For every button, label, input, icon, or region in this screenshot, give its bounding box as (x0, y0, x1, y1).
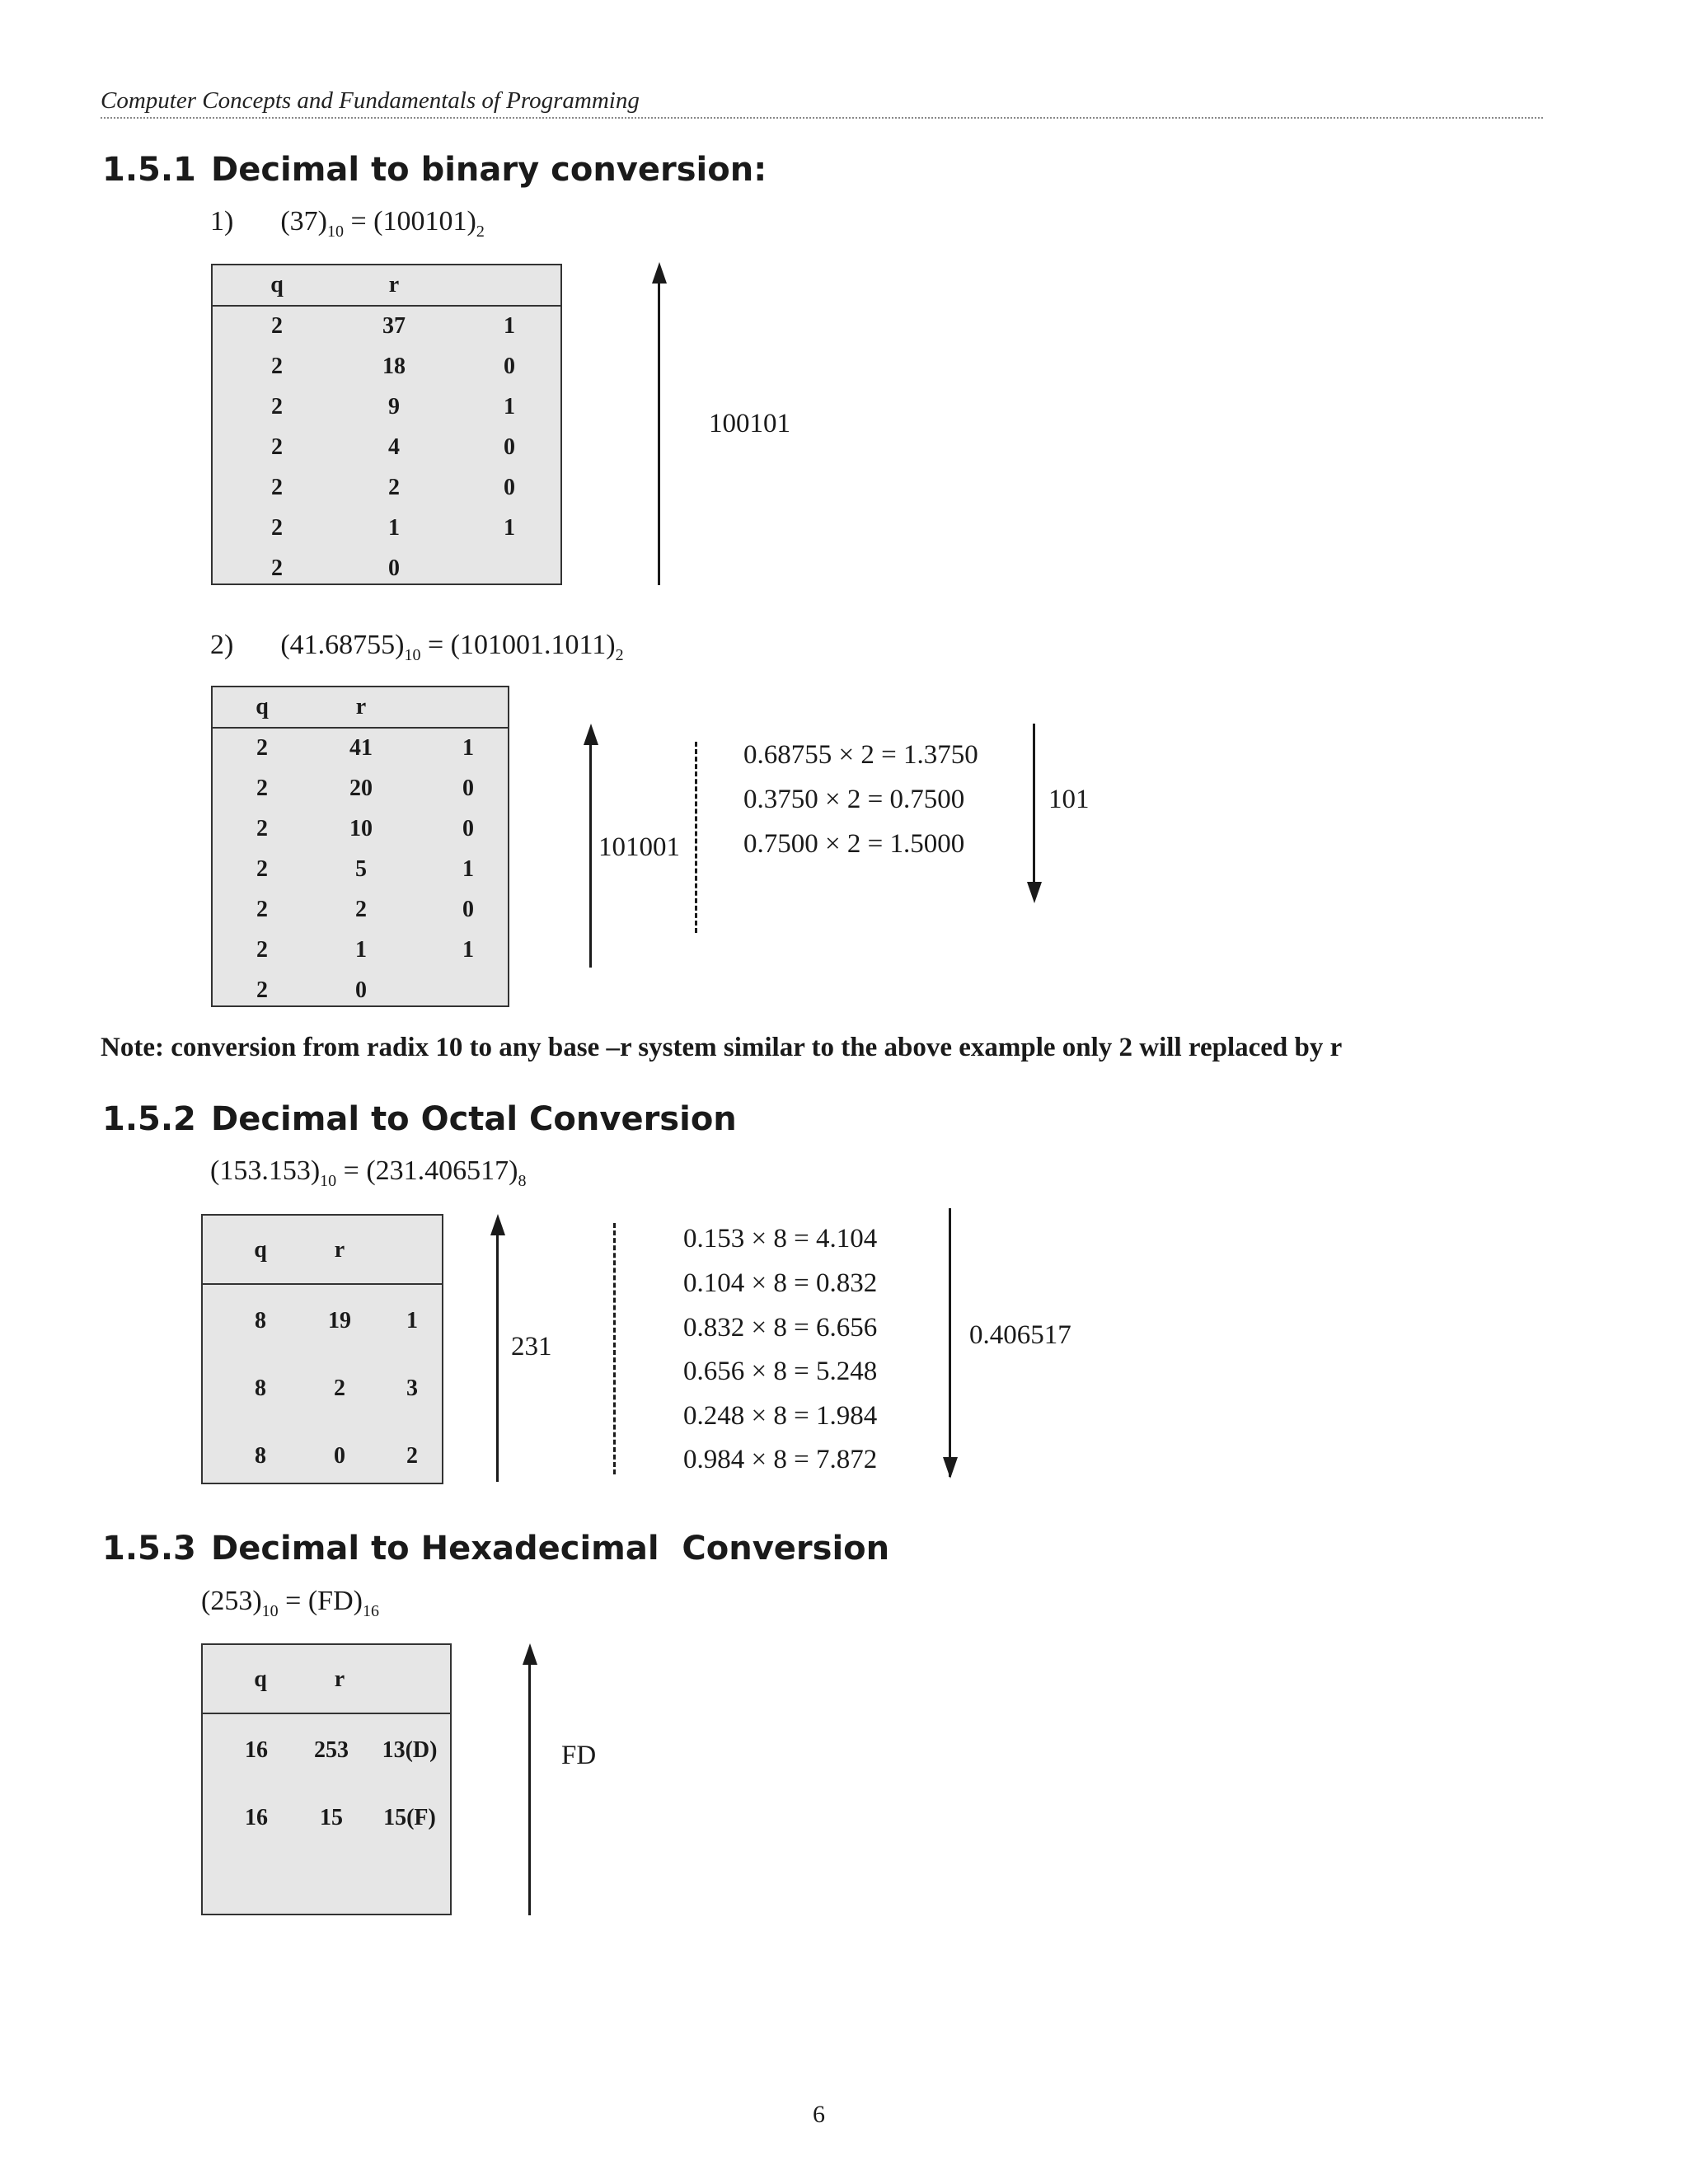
table-cell: 2 (256, 776, 268, 801)
table-cell: 8 (255, 1376, 266, 1401)
division-table-octal (201, 1214, 443, 1484)
header-q: q (254, 1666, 267, 1692)
header-r: r (334, 1666, 345, 1692)
equation-rhs-base: 16 (362, 1602, 379, 1620)
table-cell: 16 (245, 1805, 268, 1830)
table-header (203, 1645, 450, 1714)
table-cell: 2 (271, 354, 283, 379)
table-cell: 0 (334, 1443, 345, 1469)
table-cell: 2 (256, 977, 268, 1003)
table-cell: 1 (504, 313, 515, 339)
table-cell: 1 (504, 394, 515, 419)
division-table-binary-1 (211, 264, 562, 585)
table-cell: 0 (462, 776, 474, 801)
table-cell: 253 (314, 1737, 349, 1763)
equation-rhs-base: 2 (476, 223, 485, 241)
equation-lhs-base: 10 (320, 1172, 337, 1190)
header-r: r (334, 1237, 345, 1263)
table-cell: 2 (406, 1443, 418, 1469)
table-cell: 1 (462, 735, 474, 761)
table-header (203, 1216, 442, 1285)
table-cell: 20 (349, 776, 373, 801)
section-number: 1.5.1 (102, 151, 196, 189)
section-number: 1.5.3 (102, 1530, 196, 1568)
table-cell: 2 (256, 856, 268, 882)
example-index: 2) (210, 630, 234, 660)
table-header (213, 687, 508, 729)
table-cell: 2 (256, 897, 268, 922)
table-cell: 0 (462, 816, 474, 841)
table-cell: 2 (271, 555, 283, 581)
equation-rhs-base: 2 (615, 646, 624, 664)
binary-result: 100101 (709, 409, 790, 438)
header-q: q (270, 272, 284, 298)
table-cell: 0 (504, 475, 515, 500)
fraction-step: 0.153 × 8 = 4.104 (683, 1224, 878, 1254)
equation-lhs: (253) (201, 1586, 262, 1616)
header-q: q (256, 694, 269, 719)
fraction-step: 0.68755 × 2 = 1.3750 (743, 740, 978, 770)
table-cell: 19 (328, 1308, 351, 1333)
division-table-binary-2 (211, 686, 509, 1007)
table-cell: 0 (504, 354, 515, 379)
hex-result: FD (561, 1741, 597, 1770)
dashed-divider (613, 1223, 616, 1474)
section-heading-1-5-2 (102, 1099, 737, 1139)
table-cell: 2 (388, 475, 400, 500)
equation-lhs: (37) (280, 206, 327, 237)
equals-sign: = (343, 1155, 359, 1186)
table-cell: 1 (388, 515, 400, 541)
table-cell: 0 (388, 555, 400, 581)
table-cell: 2 (355, 897, 367, 922)
fraction-step: 0.656 × 8 = 5.248 (683, 1357, 878, 1386)
fraction-step: 0.3750 × 2 = 0.7500 (743, 785, 965, 814)
section-heading-1-5-3 (102, 1529, 889, 1568)
fraction-step: 0.104 × 8 = 0.832 (683, 1268, 878, 1298)
equation-rhs: (FD) (307, 1586, 363, 1616)
example-2-equation (210, 628, 624, 673)
table-cell: 8 (255, 1443, 266, 1469)
header-q: q (254, 1237, 267, 1263)
equation-rhs-base: 8 (518, 1172, 527, 1190)
equation-lhs: (41.68755) (280, 630, 405, 660)
table-cell: 5 (355, 856, 367, 882)
table-cell: 2 (256, 937, 268, 963)
table-cell: 37 (382, 313, 406, 339)
equation-lhs: (153.153) (210, 1155, 321, 1186)
fraction-step: 0.832 × 8 = 6.656 (683, 1313, 878, 1343)
table-cell: 1 (504, 515, 515, 541)
hex-equation (201, 1584, 379, 1629)
equation-lhs-base: 10 (326, 223, 344, 241)
table-cell: 13(D) (382, 1737, 438, 1763)
table-cell: 9 (388, 394, 400, 419)
equals-sign: = (285, 1586, 302, 1616)
table-cell: 0 (355, 977, 367, 1003)
table-cell: 2 (271, 313, 283, 339)
example-1-equation (210, 204, 485, 249)
section-title: Decimal to Hexadecimal Conversion (211, 1530, 890, 1568)
section-title: Decimal to binary conversion: (211, 151, 767, 189)
table-cell: 2 (256, 816, 268, 841)
table-cell: 2 (271, 475, 283, 500)
table-cell: 2 (334, 1376, 345, 1401)
table-cell: 1 (462, 937, 474, 963)
table-cell: 1 (406, 1308, 418, 1333)
table-cell: 0 (504, 434, 515, 460)
fraction-result: 101 (1048, 785, 1090, 814)
section-title: Decimal to Octal Conversion (211, 1100, 737, 1138)
example-index: 1) (210, 206, 234, 237)
table-cell: 0 (462, 897, 474, 922)
header-r: r (388, 272, 400, 298)
fraction-step: 0.984 × 8 = 7.872 (683, 1445, 878, 1474)
table-cell: 16 (245, 1737, 268, 1763)
integer-result: 231 (511, 1332, 552, 1361)
conversion-note: Note: conversion from radix 10 to any base –r system similar to the above example only 2 will replaced by r (101, 1033, 1343, 1062)
equals-sign: = (427, 630, 444, 660)
table-cell: 4 (388, 434, 400, 460)
table-header (213, 265, 560, 307)
octal-equation (210, 1154, 527, 1198)
section-number: 1.5.2 (102, 1100, 196, 1138)
table-cell: 2 (271, 434, 283, 460)
fraction-step: 0.248 × 8 = 1.984 (683, 1401, 878, 1431)
header-r: r (355, 694, 367, 719)
table-cell: 8 (255, 1308, 266, 1333)
equation-rhs: (100101) (373, 206, 476, 237)
table-cell: 1 (462, 856, 474, 882)
table-cell: 15 (320, 1805, 343, 1830)
equation-lhs-base: 10 (261, 1602, 279, 1620)
running-head: Computer Concepts and Fundamentals of Programming (101, 86, 1543, 119)
table-cell: 3 (406, 1376, 418, 1401)
equation-lhs-base: 10 (404, 646, 421, 664)
table-cell: 15(F) (383, 1805, 436, 1830)
table-cell: 2 (256, 735, 268, 761)
equals-sign: = (350, 206, 367, 237)
integer-result: 101001 (598, 832, 680, 862)
table-cell: 2 (271, 394, 283, 419)
page-number: 6 (813, 2101, 825, 2128)
table-cell: 18 (382, 354, 406, 379)
table-cell: 1 (355, 937, 367, 963)
section-heading-1-5-1 (102, 150, 767, 190)
division-table-hex (201, 1643, 452, 1915)
equation-rhs: (231.406517) (366, 1155, 518, 1186)
table-cell: 2 (271, 515, 283, 541)
table-cell: 10 (349, 816, 373, 841)
table-cell: 41 (349, 735, 373, 761)
equation-rhs: (101001.1011) (450, 630, 616, 660)
dashed-divider (695, 742, 697, 933)
fraction-result: 0.406517 (969, 1320, 1071, 1350)
fraction-step: 0.7500 × 2 = 1.5000 (743, 829, 965, 859)
